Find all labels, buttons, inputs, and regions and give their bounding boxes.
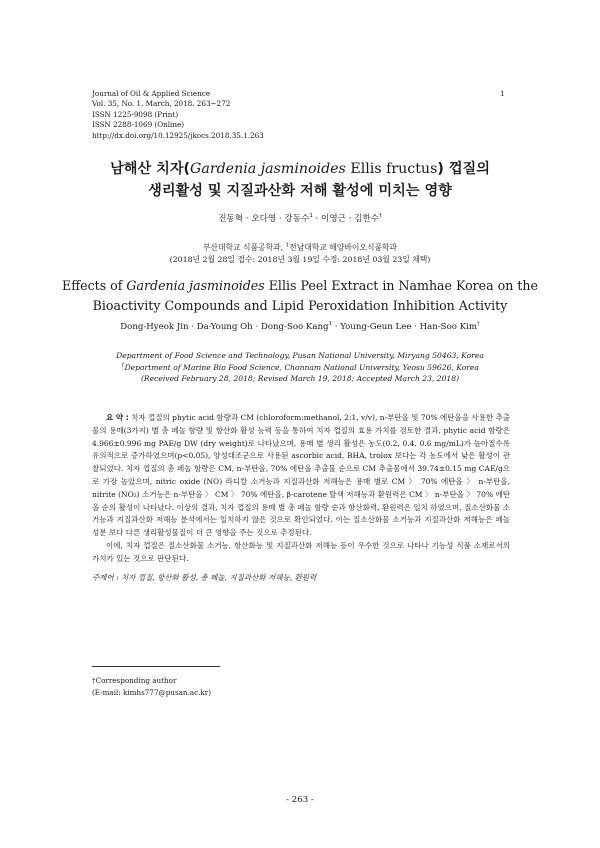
footnote (92, 675, 211, 699)
korean-title (60, 158, 540, 202)
author-separator: · (252, 322, 261, 332)
journal-name: Journal of Oil & Applied Science (92, 89, 211, 98)
korean-dates: (2018년 2월 28일 접수: 2018년 3월 19일 수정: 2018년 03월 23일 채택) (169, 255, 431, 264)
abstract-paragraph-1 (92, 412, 510, 540)
english-title-line-1 (60, 276, 540, 296)
author-name: 김한수 (354, 214, 380, 224)
author-separator: · (276, 214, 285, 224)
korean-affiliation-a: 부산대학교 식품공학과, (202, 243, 286, 252)
english-title-species: Gardenia jasminoides (126, 278, 265, 293)
english-title-pre: Effects of (62, 278, 127, 293)
abstract-text-1: 치자 껍질의 phytic acid 함량과 CM (chloroform:methanol, 2:1, v/v), n-부탄올 및 70% 에탄올을 사용한 추출물의 용매(3가지) 별 총 페놀 함량 및 항산화 활성 능력 등을 통하여 치자 껍질의 효용 가치를 검토한 결과, phytic acid 함량은 4.966±0.996 mg PAE/g DW (dry weight)로 나타났으며, 용매 별 생리 활성은 농도(0.2, 0.4, 0.6 mg/mL)가 높아질수록 유의적으로 증가하였으며(p<0.05), 양성대조군으로 사용된 ascorbic acid, BHA, trolox 보다는 각 농도에서 낮은 활성이 관찰되었다. 치자 껍질의 총 페놀 함량은 CM, n-부탄올, 70% 에탄올 추출물 순으로 CM 추출물에서 39.74±0.15 mg CAE/g으로 가장 높았으며, nitric oxide (NO) 라디칼 소거능과 지질과산화 저해능은 용매 별로 CM 〉 70% 에탄올 〉 n-부탄올, nitrite (NO₂) 소거능은 n-부탄올 〉 CM 〉 70% 에탄올, β-carotene 탈색 저해능과 환원력은 CM 〉 n-부탄올 〉 70% 에탄올 순의 활성이 나타났다. 이상의 결과, 치자 껍질의 용매 별 총 페놀 함량 순과 항산화력, 환원력은 일치 하였으며, 질소산화물 소거능과 지질과산화 저해능 분석에서는 일치하지 않은 것으로 확인되었다. 이는 질소산화물 소거능과 지질과산화 저해능은 페놀 성분 보다 다른 생리활성물질이 더 큰 영향을 주는 것으로 추정된다. (92, 413, 510, 538)
author-separator: · (312, 214, 322, 224)
author-name: 강동수 (284, 214, 310, 224)
english-affiliation-2-line (60, 362, 540, 374)
english-affiliation (60, 350, 540, 385)
author-name: Da-Young Oh (196, 322, 253, 332)
issn-online: ISSN 2288-1069 (Online) (92, 120, 185, 130)
author-separator: · (345, 214, 355, 224)
abstract (92, 412, 510, 566)
page-number-top: 1 (500, 89, 505, 98)
doi-link[interactable]: http://dx.doi.org/10.12925/jkocs.2018.35.1.263 (92, 130, 264, 140)
author-separator: · (243, 214, 252, 224)
author-name: Dong-Soo Kang (260, 322, 329, 332)
author-name: 진동혁 (218, 214, 244, 224)
page-number-bottom: - 263 - (286, 795, 314, 805)
english-authors (60, 322, 540, 332)
english-affiliation-2-sup: 1 (121, 362, 125, 369)
abstract-label: 요 약 : (106, 413, 129, 422)
author-name: 이영근 (321, 214, 346, 224)
corresponding-author: †Corresponding author (92, 676, 177, 685)
korean-affiliation (60, 242, 540, 266)
journal-volume: Vol. 35, No. 1. March, 2018. 263~272 (92, 99, 231, 109)
english-title-rest: Ellis Peel Extract in Namhae Korea on the (264, 278, 538, 293)
korean-title-suffix: Ellis fructus (345, 161, 438, 177)
author-affiliation-mark: † (476, 321, 480, 328)
author-name: 오다영 (251, 214, 277, 224)
journal-header (92, 89, 512, 141)
author-name: Han-Soo Kim (419, 322, 477, 332)
korean-title-line1-end: ) 껍질의 (437, 161, 490, 177)
author-separator: · (188, 322, 197, 332)
english-affiliation-1: Department of Food Science and Technology, Pusan National University, Miryang 50463, Korea (116, 351, 484, 360)
keywords: 주제어 : 치자 껍질, 항산화 활성, 총 페놀, 지질과산화 저해능, 환원력 (92, 573, 317, 582)
korean-authors (60, 212, 540, 224)
author-name: Young-Geun Lee (340, 322, 412, 332)
english-affiliation-2: Department of Marine Bio Food Science, Chonnam National University, Yeosu 59626, Korea (124, 362, 479, 372)
author-affiliation-mark: 1 (328, 321, 332, 328)
english-dates: (Received February 28, 2018; Revised March 19, 2018; Accepted March 23, 2018) (140, 374, 460, 384)
korean-title-line-1 (60, 158, 540, 180)
author-separator: · (411, 322, 420, 332)
corresponding-email[interactable]: (E-mail: kimhs777@pusan.ac.kr) (92, 688, 212, 697)
author-affiliation-mark: 1 (309, 213, 313, 220)
footnote-divider (92, 666, 220, 667)
author-name: Dong-Hyeok Jin (120, 322, 189, 332)
korean-affiliation-sup: 1 (285, 242, 290, 249)
korean-affiliation-line (60, 242, 540, 254)
english-title-line-2: Bioactivity Compounds and Lipid Peroxidation Inhibition Activity (92, 298, 508, 313)
author-separator: · (332, 322, 341, 332)
issn-print: ISSN 1225-9098 (Print) (92, 109, 179, 119)
korean-title-line-2: 생리활성 및 지질과산화 저해 활성에 미치는 영향 (148, 183, 452, 199)
abstract-paragraph-2: 이에, 치자 껍질은 질소산화물 소거능, 항산화능 및 지질과산화 저해능 등이 우수한 것으로 나타나 기능성 식품 소재로서의 가치가 있는 것으로 판단된다. (92, 540, 510, 563)
author-affiliation-mark: † (379, 213, 382, 220)
english-title (60, 276, 540, 316)
korean-title-species: Gardenia jasminoides (190, 161, 346, 177)
korean-title-pre: 남해산 치자( (110, 161, 191, 177)
korean-affiliation-b: 전남대학교 해양바이오식품학과 (289, 243, 398, 252)
